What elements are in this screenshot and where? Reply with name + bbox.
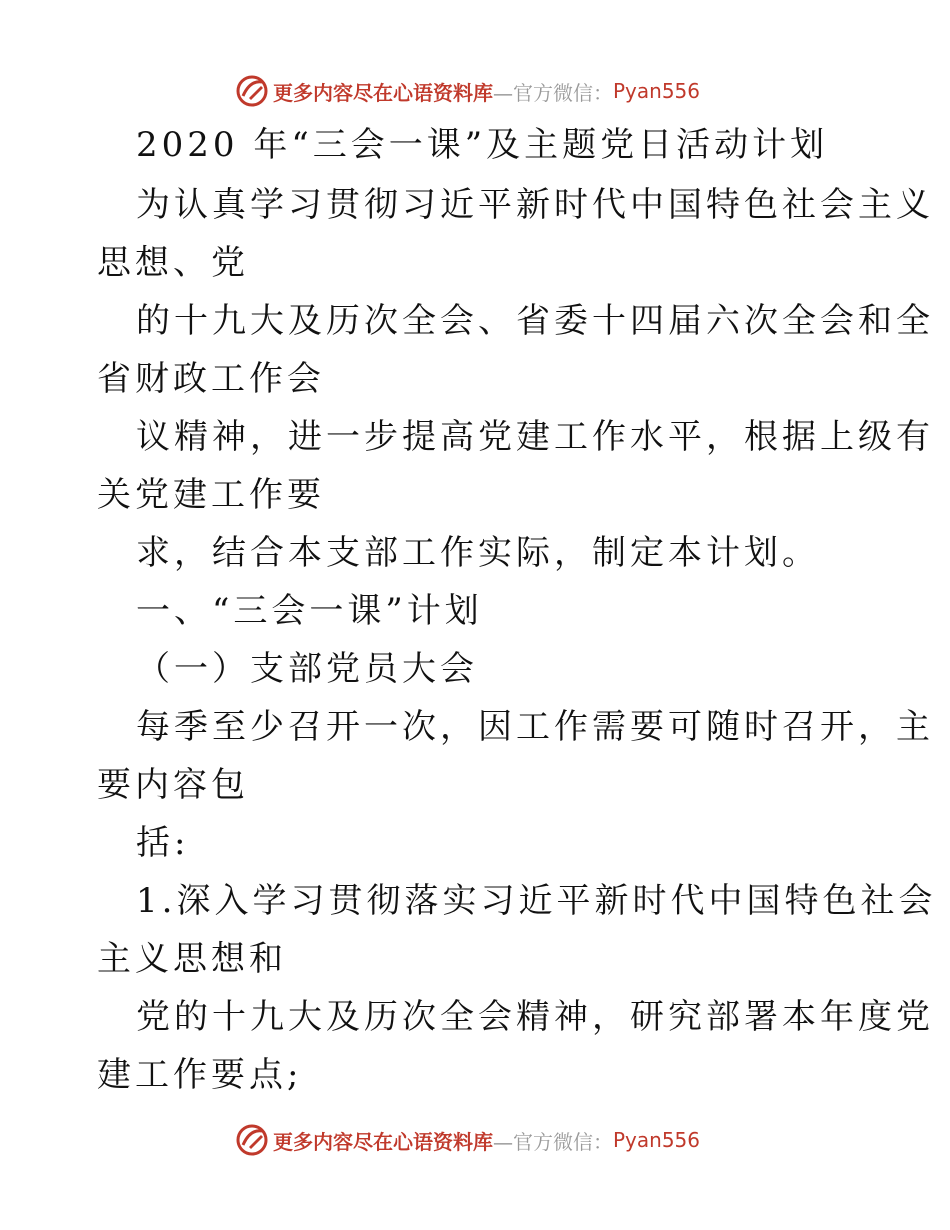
list-item-line: 主义思想和 [97,939,287,979]
paragraph-line: 省财政工作会 [97,359,325,399]
paragraph-line: 思想、党 [97,243,249,283]
header-watermark [235,71,700,111]
paragraph-line: 关党建工作要 [97,475,325,515]
paragraph-line: 的十九大及历次全会、省委十四届六次全会和全 [136,301,934,341]
watermark-text: 更多内容尽在心语资料库—官方微信： [273,80,613,105]
paragraph-line: 为认真学习贯彻习近平新时代中国特色社会主义 [136,185,934,225]
subsection-heading: （一）支部党员大会 [136,649,478,689]
watermark-id: Pyan556 [613,79,701,103]
paragraph-line: 议精神，进一步提高党建工作水平，根据上级有 [136,417,934,457]
paragraph-line: 括: [136,823,190,863]
list-item-line: 建工作要点; [97,1055,303,1095]
list-item-line: 1.深入学习贯彻落实习近平新时代中国特色社会 [136,881,937,921]
pen-logo-icon [235,1123,269,1157]
pen-logo-icon [235,74,269,108]
paragraph-line: 求，结合本支部工作实际，制定本计划。 [136,533,820,573]
watermark-text: 更多内容尽在心语资料库—官方微信： [273,1129,613,1154]
list-item-line: 党的十九大及历次全会精神，研究部署本年度党 [136,997,934,1037]
watermark-id: Pyan556 [613,1128,701,1152]
paragraph-line: 每季至少召开一次，因工作需要可随时召开，主 [136,707,934,747]
footer-watermark [235,1120,700,1160]
document-title: 2020 年“三会一课”及主题党日活动计划 [136,125,829,165]
section-heading: 一、“三会一课”计划 [136,591,483,631]
paragraph-line: 要内容包 [97,765,249,805]
